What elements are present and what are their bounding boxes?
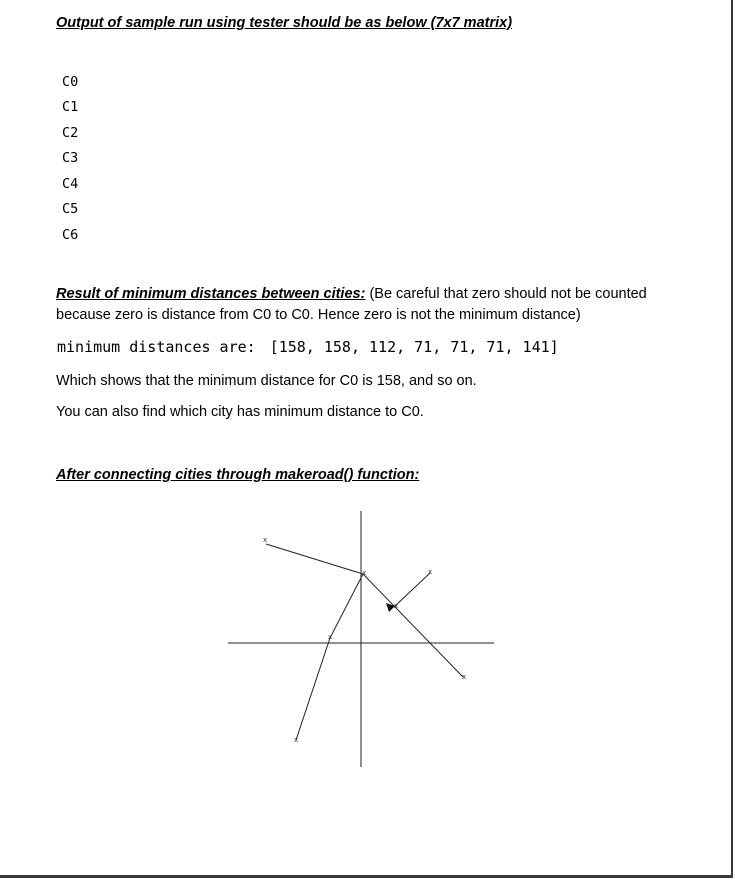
city-marker: x — [263, 536, 268, 544]
row-label-c3: C3 — [62, 150, 79, 166]
minimum-distances-value: [158, 158, 112, 71, 71, 71, 141] — [269, 338, 559, 356]
city-marker: x — [328, 633, 333, 641]
road-c4-c2 — [394, 573, 430, 607]
city-marker: x — [394, 602, 399, 610]
row-label-c2: C2 — [62, 125, 79, 141]
row-label-c6: C6 — [62, 227, 79, 243]
city-marker: x — [294, 736, 299, 744]
result-title: Result of minimum distances between cities: — [56, 286, 366, 302]
result-note-line2: because zero is distance from C0 to C0. Hence zero is not the minimum distance) — [56, 307, 581, 323]
row-label-c0: C0 — [62, 74, 79, 90]
minimum-distances-label: minimum distances are: — [57, 338, 256, 356]
row-label-c1: C1 — [62, 99, 79, 115]
explanation-line2: You can also find which city has minimum distance to C0. — [56, 404, 424, 420]
matrix-heading: Output of sample run using tester should be as below (7x7 matrix) — [56, 15, 513, 31]
makeroad-heading: After connecting cities through makeroad() function: — [56, 467, 420, 483]
city-marker: x — [428, 568, 433, 576]
explanation-line1: Which shows that the minimum distance for C0 is 158, and so on. — [56, 373, 477, 389]
road-c3-c1 — [330, 574, 363, 638]
road-c0-c3 — [266, 544, 363, 574]
result-note-line1: (Be careful that zero should not be counted — [365, 286, 647, 302]
city-marker: x — [462, 673, 467, 681]
road-c1-c6 — [296, 638, 330, 740]
row-label-c5: C5 — [62, 201, 79, 217]
row-label-c4: C4 — [62, 176, 79, 192]
city-marker: x — [362, 569, 367, 577]
